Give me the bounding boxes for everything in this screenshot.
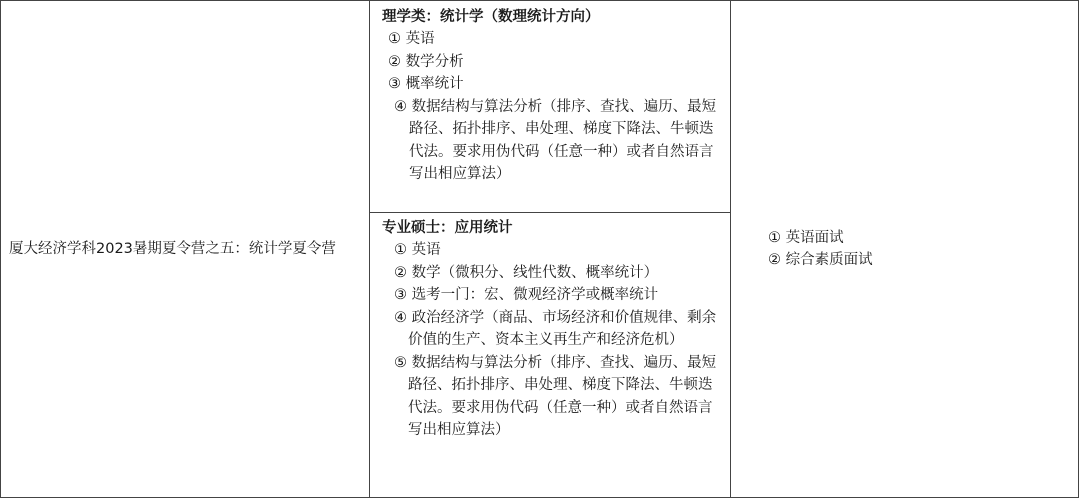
science-subject-2: ② 数学分析: [388, 53, 464, 70]
professional-subject-3: ③ 选考一门：宏、微观经济学或概率统计: [394, 287, 659, 303]
professional-subject-2: ② 数学（微积分、线性代数、概率统计）: [394, 264, 659, 281]
interview-item-2: ② 综合素质面试: [768, 252, 873, 268]
written-exam-column: [370, 1, 731, 497]
science-subject-4: ④ 数据结构与算法分析（排序、查找、遍历、最短路径、拓扑排序、串处理、梯度下降法、牛顿迭代法。要求用伪代码（任意一种）或者自然语言写出相应算法）: [394, 98, 717, 182]
interview-cell: [731, 1, 1078, 497]
program-cell: [1, 1, 370, 497]
professional-track-title: 专业硕士：应用统计: [382, 220, 513, 236]
science-subject-1: ① 英语: [388, 31, 435, 47]
science-subject-3: ③ 概率统计: [388, 76, 464, 92]
interview-item-1: ① 英语面试: [768, 230, 844, 246]
professional-subject-4: ④ 政治经济学（商品、市场经济和价值规律、剩余价值的生产、资本主义再生产和经济危机）: [394, 309, 717, 348]
science-track-cell: [370, 1, 730, 213]
program-title: 厦大经济学科2023暑期夏令营之五：统计学夏令营: [9, 241, 336, 257]
interview-list: [768, 227, 873, 271]
professional-subject-5: ⑤ 数据结构与算法分析（排序、查找、遍历、最短路径、拓扑排序、串处理、梯度下降法、牛顿迭代法。要求用伪代码（任意一种）或者自然语言写出相应算法）: [394, 354, 717, 438]
professional-track-cell: [370, 213, 730, 497]
professional-subject-1: ① 英语: [394, 242, 441, 258]
science-track-title: 理学类：统计学（数理统计方向）: [382, 9, 600, 25]
